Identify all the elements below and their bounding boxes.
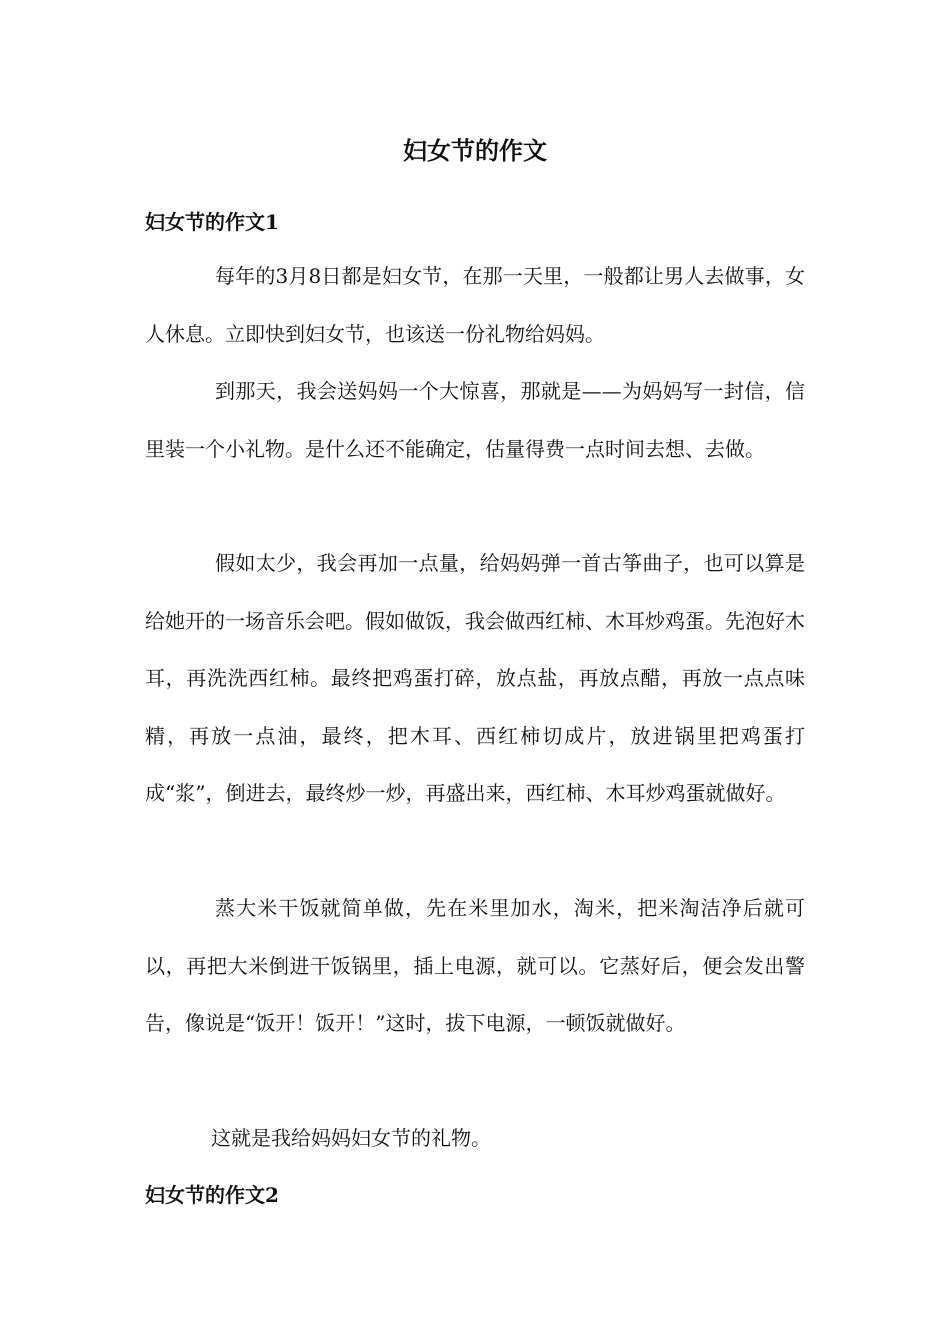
paragraph-2: 到那天，我会送妈妈一个大惊喜，那就是——为妈妈写一封信，信里装一个小礼物。是什么还不能确定，估量得费一点时间去想、去做。 — [145, 379, 805, 461]
paragraph-4: 蒸大米干饭就简单做，先在米里加水，淘米，把米淘洁净后就可以，再把大米倒进干饭锅里，插上电源，就可以。它蒸好后，便会发出警告，像说是“饭开！饭开！”这时，拔下电源，一顿饭就做好。 — [145, 896, 805, 1035]
paragraph-1: 每年的3月8日都是妇女节，在那一天里，一般都让男人去做事，女人休息。立即快到妇女节，也该送一份礼物给妈妈。 — [145, 264, 805, 346]
document-title: 妇女节的作文 — [403, 136, 547, 165]
paragraph-5: 这就是我给妈妈妇女节的礼物。 — [211, 1126, 491, 1150]
section-heading-1: 妇女节的作文1 — [145, 210, 279, 234]
section-heading-2: 妇女节的作文2 — [145, 1183, 279, 1207]
paragraph-3: 假如太少，我会再加一点量，给妈妈弹一首古筝曲子，也可以算是给她开的一场音乐会吧。假如做饭，我会做西红柿、木耳炒鸡蛋。先泡好木耳，再洗洗西红柿。最终把鸡蛋打碎，放点盐，再放点醋，再放一点点味精，再放一点油，最终，把木耳、西红柿切成片，放进锅里把鸡蛋打成“浆”，倒进去，最终炒一炒，再盛出来，西红柿、木耳炒鸡蛋就做好。 — [145, 551, 805, 805]
